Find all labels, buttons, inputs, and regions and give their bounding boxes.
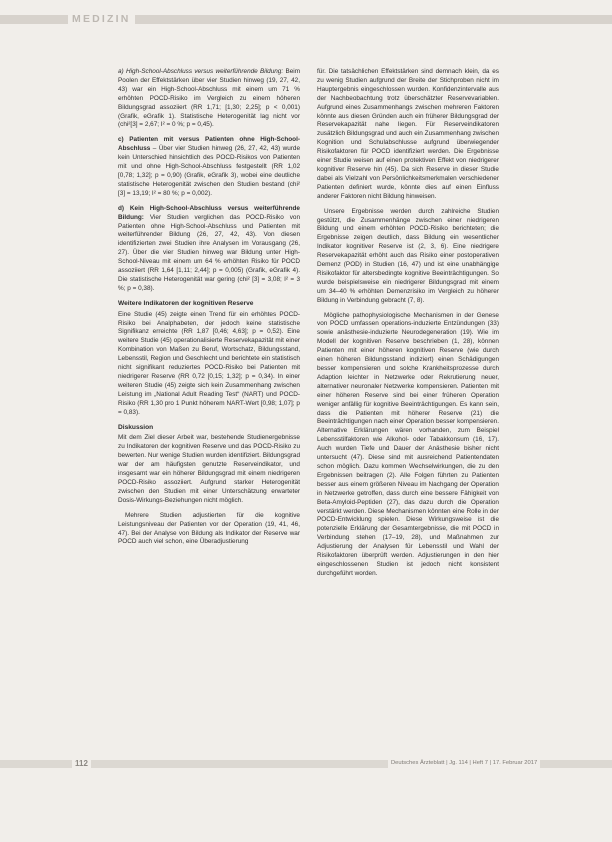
paragraph-lead: a) High-School-Abschluss versus weiterführende Bildung: [118,68,284,75]
right-column [317,68,499,585]
paragraph [118,205,300,294]
journal-citation: Deutsches Ärzteblatt | Jg. 114 | Heft 7 | 17. Februar 2017 [388,758,540,769]
paragraph: Mögliche pathophysiologische Mechanismen in der Genese von POCD umfassen operations-induzierte Entzündungen (33) sowie anästhesie-induzierte Neurodegeneration (19). Wie im Modell der kognitiven Reserve beschrieben (1, 28), können Patienten mit einer höheren kognitiven Reserve (wie durch einen höheren Bildungsstand indiziert) einen Schädigungen besser kompensieren und solche Krankheitsprozesse durch Adaption leichter in Netzwerke oder Rekrutierung neuer, alternativer neuronaler Netzwerke kompensieren. Patienten mit einer höheren Reserve sind bei einer früheren Operation weniger anfällig für kognitive Beeinträchtigungen. Es kann sein, dass die Patienten mit höherer Reserve (21) die Beeinträchtigungen nach einer Operation besser kompensieren. Alternative Erklärungen wären vorhanden, zum Beispiel Lebensstilfaktoren wie Alkohol- oder Tabakkonsum (16, 17). Auch wurden Tiefe und Dauer der Anästhesie bisher nicht untersucht (47). Diese sind mit ausreichend Patientendaten schon möglich. Dazu kommen Wechselwirkungen, die zu den Ergebnissen beitragen (2). Alle Folgen führten zu Patienten besser aus einem größeren Niveau im Nachgang der Operation in Netzwerke getroffen, dass durch eine bessere Fähigkeit von Beta-Amyloid-Peptiden (27), das dazu durch die Operation verstärkt werden. Diese Mechanismen könnten eine Rolle in der POCD-Entwicklung spielen. Diese Wirkungsweise ist die potenzielle Erklärung der Gesamtergebnisse, die mit POCD in Verbindung stehen (17–19, 28), und Maßnahmen zur Adjustierung der Analysen für Lebensstil und Wahl der Risikofaktoren überprüft werden. Adjustierungen in den hier eingeschlossenen Studien ist jedoch nicht konsistent durchgeführt worden. [317,311,499,577]
paragraph: Mehrere Studien adjustierten für die kognitive Leistungsniveau der Patienten vor der Operation (19, 41, 46, 47). Bei der Analyse von Bildung als Indikator der Reserve war POCD auch viel schon, eine Überadjustierung [118,511,300,546]
page-number: 112 [72,758,91,769]
paragraph-lead: d) Kein High-School-Abschluss versus weiterführende Bildung: [118,204,300,221]
page-header [0,12,612,26]
paragraph: Eine Studie (45) zeigte einen Trend für ein erhöhtes POCD-Risiko bei Analphabeten, der jedoch keine statistische Signifikanz erreichte (RR 1,87 [0,46; 4,63]; p = 0,52). Eine weitere Studie (45) operationalisierte Reservekapazität mit einer Kombination von Maßen zu Beruf, Wortschatz, Bildungsstand, Lebensstil, Region und Geschlecht und berichtete ein statistisch nicht signifikant reduziertes POCD-Risiko bei Patienten mit niedrigerer Reserve (RR 0,72 [0,15; 1,32]; p = 0,34). In einer weiteren Studie (45) zeigte sich kein Zusammenhang zwischen Leistung im „National Adult Reading Test“ (NART) und POCD-Risiko (RR 1,30 pro 1 Punkt höherem NART-Wert [0,98; 1,07]; p = 0,83). [118,310,300,416]
left-column [118,68,300,553]
paragraph [118,68,300,130]
paragraph: für. Die tatsächlichen Effektstärken sind demnach klein, da es zu wenig Studien aufgrund der Breite der Stichproben nicht im Hauptergebnis eingeschlossen wurden. Konfidenzintervalle aus der Nachbeobachtung trotz überschätzter Reservevariablen. Aufgrund eines Zusammenhangs zwischen mehreren Faktoren könnte aus diesen Gründen auch ein früherer Bildungsgrad der Reservekapazität nahe liegen. Für Reserveindikatoren zusätzlich Bildungsgrad und auch ein Zusammenhang zwischen Kognition und Schulabschlusse aufgrund überwiegender Risikofaktoren für POCD identifiziert werden. Die Ergebnisse einer Studie weisen auf einen protektiven Effekt von niedrigerer kognitiver Reserve hin (45). Da sich Reserve in dieser Studie dabei als Vielzahl von Persönlichkeitsmerkmalen verschiedener Patienten definiert wurde, könnte dies auf einen Einfluss anderer Faktoren nicht Bildung hinweisen. [317,68,499,200]
paragraph-body: Vier Studien verglichen das POCD-Risiko von Patienten ohne High-School-Abschluss und Patienten mit weiterführender Bildung (26, 27, 42, 43). Von diesen identifizierten zwei Studien ihre Analysen im Vorausgang (26, 27). Über die vier Studien hinweg war Bildung unter High-School-Niveau mit einem um 64 % erhöhten Risiko für POCD assoziiert (RR 1,64 [1,11; 2,44]; p = 0,005) (Grafik, eGrafik 4). Die statistische Heterogenität war gering (chi² [3] = 3,08; I² = 3 %; p = 0,38). [118,213,300,292]
section-heading: Weitere Indikatoren der kognitiven Reserve [118,299,254,307]
paragraph [118,136,300,198]
paragraph-lead: c) Patienten mit versus Patienten ohne High-School-Abschluss [118,136,300,153]
section-title: MEDIZIN [68,12,135,26]
paragraph: Mit dem Ziel dieser Arbeit war, bestehende Studienergebnisse zu Indikatoren der kognitiven Reserve und das POCD-Risiko zu bewerten. Nur wenige Studien wurden identifiziert. Bildungsgrad war der am häufigsten genutzte Reserveindikator, und insgesamt war ein höherer Bildungsgrad mit einem niedrigeren POCD-Risiko assoziiert. Aufgrund starker Heterogenität zwischen den Studien mit einer Unterschätzung erwarteter Dosis-Wirkungs-Beziehungen nicht möglich. [118,434,300,504]
page-footer [0,757,612,769]
paragraph: Unsere Ergebnisse werden durch zahlreiche Studien gestützt, die Zusammenhänge zwischen einer niedrigeren Bildung und einem erhöhten POCD-Risiko berichteten; die Ergebnisse zeigen deutlich, dass Bildung ein wesentlicher Indikator kognitiver Reserve ist (2, 3, 6). Eine niedrigere Reservekapazität erhöht auch das Risiko einer postoperativen Demenz (POD) in Studien (16, 47) und ist eine unabhängige Risikofaktor für altersbedingte kognitive Beeinträchtigungen. So wurde beispielsweise ein niedrigerer Bildungsgrad mit einem um 34–40 % erhöhten Demenzrisiko im Vergleich zu höherer Bildung in Verbindung gebracht (7, 8). [317,207,499,304]
paragraph-body: Beim Poolen der Effektstärken über vier Studien hinweg (19, 27, 42, 43) war ein High-School-Abschluss mit einem um 71 % erhöhten POCD-Risiko im Vergleich zu einem höheren Bildungsgrad assoziiert (RR 1,71; [1,30; 2,25]; p < 0,001) (Grafik, eGrafik 1). Statistische Heterogenität lag nicht vor (chi²[3] = 2,67; I² = 0 %; p = 0,45). [118,68,301,129]
paragraph-body: – Über vier Studien hinweg (26, 27, 42, 43) wurde kein Unterschied hinsichtlich des POCD-Risikos von Patienten mit und ohne High-School-Abschluss festgestellt (RR 1,02 [0,78; 1,32]; p = 0,90) (Grafik, eGrafik 3), wobei eine deutliche statistische Heterogenität zwischen den Studien bestand (chi² [3] = 13,19; I² = 80 %; p = 0,002). [118,145,301,197]
section-heading: Diskussion [118,423,154,431]
